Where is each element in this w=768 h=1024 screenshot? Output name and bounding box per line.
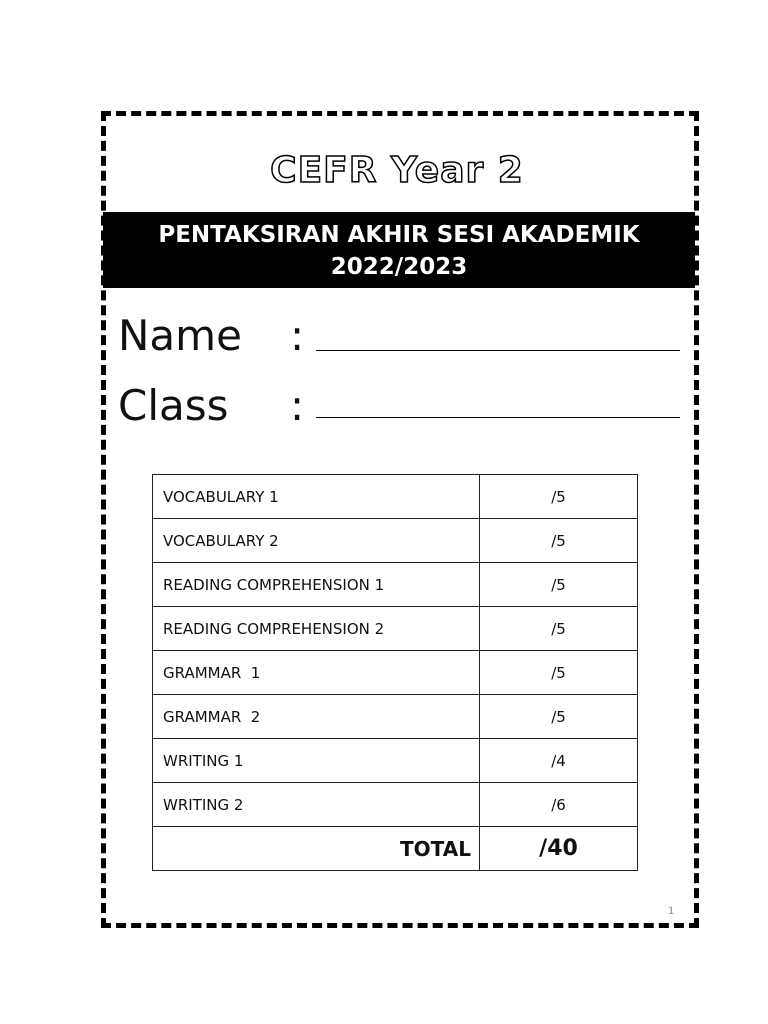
max-score: /5 [480,563,638,607]
total-max-score: /40 [480,827,638,871]
section-name: READING COMPREHENSION 1 [153,563,480,607]
table-row [153,563,638,607]
class-label: Class [118,381,229,430]
max-score: /5 [480,651,638,695]
section-name: READING COMPREHENSION 2 [153,607,480,651]
class-colon: : [290,381,305,430]
section-name: WRITING 1 [153,739,480,783]
section-name: VOCABULARY 1 [153,475,480,519]
max-score: /4 [480,739,638,783]
table-row [153,651,638,695]
section-name: GRAMMAR 1 [153,651,480,695]
table-row [153,695,638,739]
name-blank-line[interactable] [316,350,680,351]
table-row [153,607,638,651]
total-row [153,827,638,871]
table-row [153,739,638,783]
class-blank-line[interactable] [316,417,680,418]
max-score: /5 [480,475,638,519]
score-table [152,474,638,871]
assessment-banner [103,212,695,288]
total-label: TOTAL [153,827,480,871]
table-row [153,519,638,563]
max-score: /5 [480,695,638,739]
section-name: VOCABULARY 2 [153,519,480,563]
table-row [153,783,638,827]
section-name: WRITING 2 [153,783,480,827]
max-score: /5 [480,607,638,651]
banner-line-1: PENTAKSIRAN AKHIR SESI AKADEMIK [158,222,640,248]
section-name: GRAMMAR 2 [153,695,480,739]
document-title: CEFR Year 2 [270,150,524,191]
banner-line-2: 2022/2023 [330,254,468,280]
table-row [153,475,638,519]
name-colon: : [290,311,305,360]
name-label: Name [118,311,242,360]
max-score: /5 [480,519,638,563]
page-number: 1 [668,906,675,917]
max-score: /6 [480,783,638,827]
